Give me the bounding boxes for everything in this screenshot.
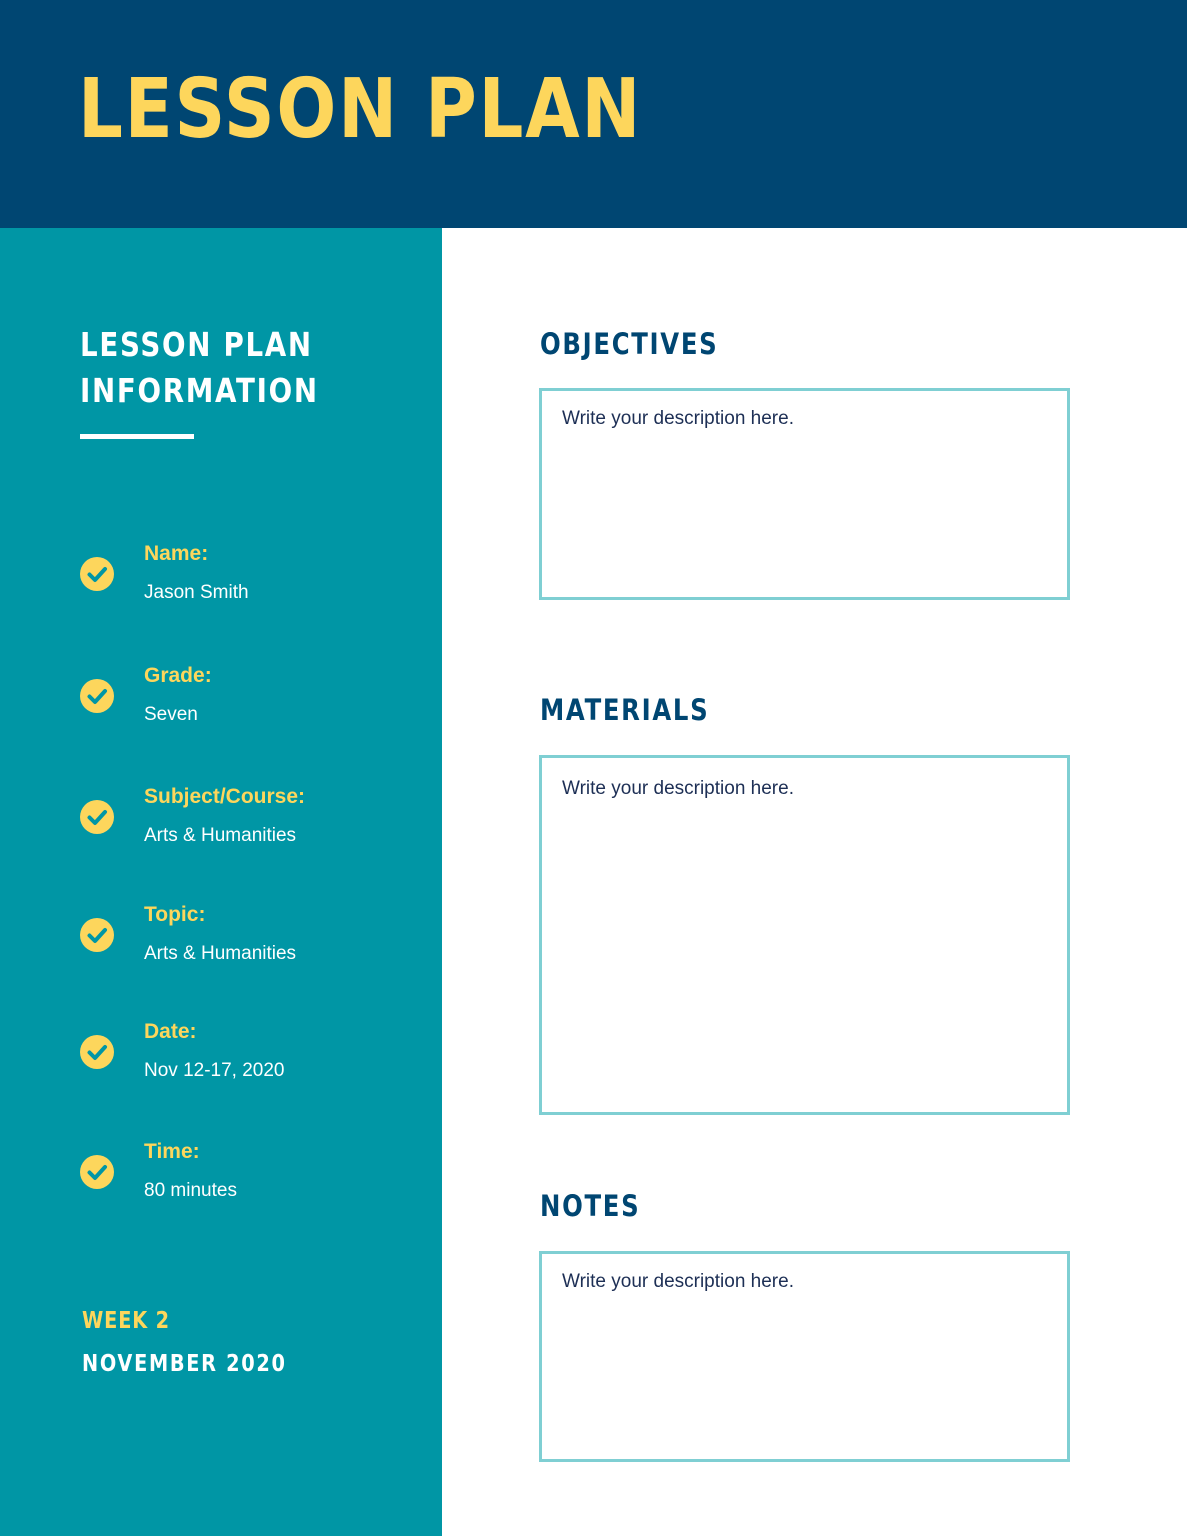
info-value: Seven (144, 704, 198, 725)
sidebar-heading-line1: LESSON PLAN (80, 325, 313, 364)
check-circle-icon (80, 1035, 114, 1069)
check-circle-icon (80, 679, 114, 713)
objectives-text: Write your description here. (562, 408, 794, 429)
check-circle-icon (80, 557, 114, 591)
materials-box[interactable] (539, 755, 1070, 1115)
check-circle-icon (80, 918, 114, 952)
info-item-subject (80, 784, 420, 864)
info-value: 80 minutes (144, 1180, 237, 1201)
info-item-name (80, 541, 420, 621)
objectives-box[interactable] (539, 388, 1070, 600)
info-label: Topic: (144, 903, 206, 926)
sidebar-panel (0, 228, 442, 1536)
info-value: Nov 12-17, 2020 (144, 1060, 285, 1081)
week-label: WEEK 2 (82, 1308, 170, 1334)
sidebar-heading-underline (80, 434, 194, 439)
info-label: Subject/Course: (144, 785, 306, 808)
info-label: Date: (144, 1020, 197, 1043)
sidebar-heading (80, 322, 319, 414)
info-item-time (80, 1139, 420, 1219)
check-circle-icon (80, 800, 114, 834)
info-item-topic (80, 902, 420, 982)
month-label: NOVEMBER 2020 (82, 1351, 287, 1377)
page-title: LESSON PLAN (78, 62, 643, 157)
sidebar-heading-line2: INFORMATION (80, 371, 319, 410)
notes-heading: NOTES (540, 1189, 641, 1223)
info-item-grade (80, 663, 420, 743)
info-value: Arts & Humanities (144, 943, 297, 964)
notes-text: Write your description here. (562, 1271, 794, 1292)
objectives-heading: OBJECTIVES (540, 327, 719, 361)
info-label: Time: (144, 1140, 200, 1163)
info-item-date (80, 1019, 420, 1099)
materials-text: Write your description here. (562, 778, 794, 799)
materials-heading: MATERIALS (540, 693, 710, 727)
info-label: Grade: (144, 664, 212, 687)
header-banner (0, 0, 1187, 228)
info-label: Name: (144, 542, 209, 565)
notes-box[interactable] (539, 1251, 1070, 1462)
info-value: Arts & Humanities (144, 825, 297, 846)
check-circle-icon (80, 1155, 114, 1189)
info-value: Jason Smith (144, 582, 249, 603)
